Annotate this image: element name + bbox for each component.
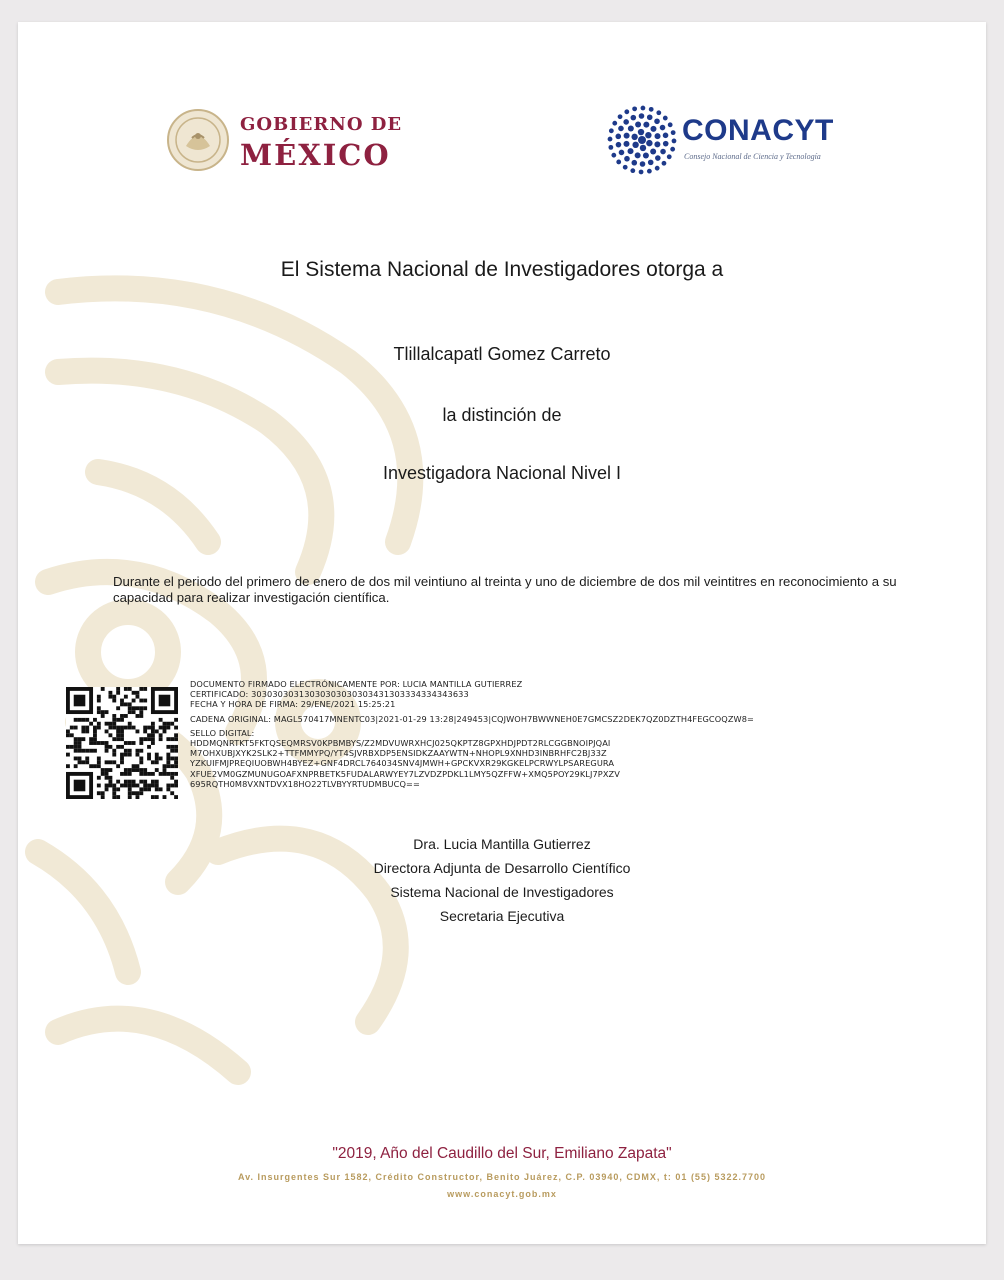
seal-line: M7OHXUBJXYK2SLK2+TTFMMYPQ/YT4SJVRBXDP5ENSIDKZAAYWTN+NHOPL9XNHD3INBRHFC2BJ33Z: [190, 748, 607, 759]
signer-title: Directora Adjunta de Desarrollo Científico: [373, 860, 631, 876]
conacyt-dots-icon: [606, 102, 678, 178]
footer-motto: "2019, Año del Caudillo del Sur, Emiliano Zapata": [332, 1145, 672, 1162]
seal-line: YZKUIFMJPREQIUOBWH4BYEZ+GNF4DRCL764034SNV4JMWH+GPCKVXR29KGKELPCRWYLPSAREGURA: [190, 758, 615, 769]
conacyt-subtitle: Consejo Nacional de Ciencia y Tecnología: [684, 152, 821, 161]
gobierno-line2: MÉXICO: [240, 138, 391, 172]
distinction-intro: la distinción de: [442, 405, 562, 425]
gobierno-line1: GOBIERNO DE: [240, 114, 403, 135]
gobierno-mexico-logo: [166, 108, 406, 172]
electronic-signature-block: [190, 679, 950, 789]
signed-by: DOCUMENTO FIRMADO ELECTRÓNICAMENTE POR: LUCIA MANTILLA GUTIERREZ: [190, 679, 523, 689]
signer-name: Dra. Lucia Mantilla Gutierrez: [413, 836, 591, 852]
seal-line: XFUE2VM0GZMUNUGOAFXNPRBETK5FUDALARWYEY7LZVDZPDKL1LMY5QZFFW+XMQ5POY29KLJ7PXZV: [190, 768, 620, 779]
conacyt-logo: [606, 102, 856, 178]
footer-website: www.conacyt.gob.mx: [447, 1189, 557, 1199]
period-text: Durante el periodo del primero de enero de dos mil veintiuno al treinta y uno de diciembre de dos mil veintitres en reconocimiento a su capacidad para realizar investigación científica.: [113, 574, 897, 605]
conacyt-name: CONACYT: [682, 114, 834, 147]
seal-line: 695RQTH0M8VXNTDVX18HO22TLVBYYRTUDMBUCQ==: [190, 778, 420, 789]
recipient-name: Tlillalcapatl Gomez Carreto: [393, 344, 611, 364]
signer-office: Secretaria Ejecutiva: [439, 908, 565, 924]
certificate-number: CERTIFICADO: 30303030313030303030303431303334334343633: [190, 689, 469, 700]
signature-date: FECHA Y HORA DE FIRMA: 29/ENE/2021 15:25:21: [190, 699, 396, 710]
signer-organization: Sistema Nacional de Investigadores: [390, 884, 614, 900]
qr-code-icon: [66, 687, 178, 799]
certificate-page: [18, 22, 986, 1244]
original-chain: CADENA ORIGINAL: MAGL570417MNENTC03|2021-01-29 13:28|249453|CQJWOH7BWWNEH0E7GMCSZ2DEK7QZ0DZTH4FEGCOQZW8=: [190, 713, 755, 724]
seal-line: HDDMQNRTKT5FKTQSEQMRSV0KPBMBYS/Z2MDVUWRXHCJ025QKPTZ8GPXHDJPDT2RLCGGBNOIPJQAI: [190, 738, 611, 749]
mexico-seal-icon: [166, 108, 230, 172]
distinction-level: Investigadora Nacional Nivel I: [382, 463, 622, 483]
seal-label: SELLO DIGITAL:: [190, 727, 255, 738]
certificate-heading: El Sistema Nacional de Investigadores otorga a: [280, 258, 724, 281]
footer-address: Av. Insurgentes Sur 1582, Crédito Constructor, Benito Juárez, C.P. 03940, CDMX, t: 01 (55) 5322.7700: [238, 1172, 766, 1182]
